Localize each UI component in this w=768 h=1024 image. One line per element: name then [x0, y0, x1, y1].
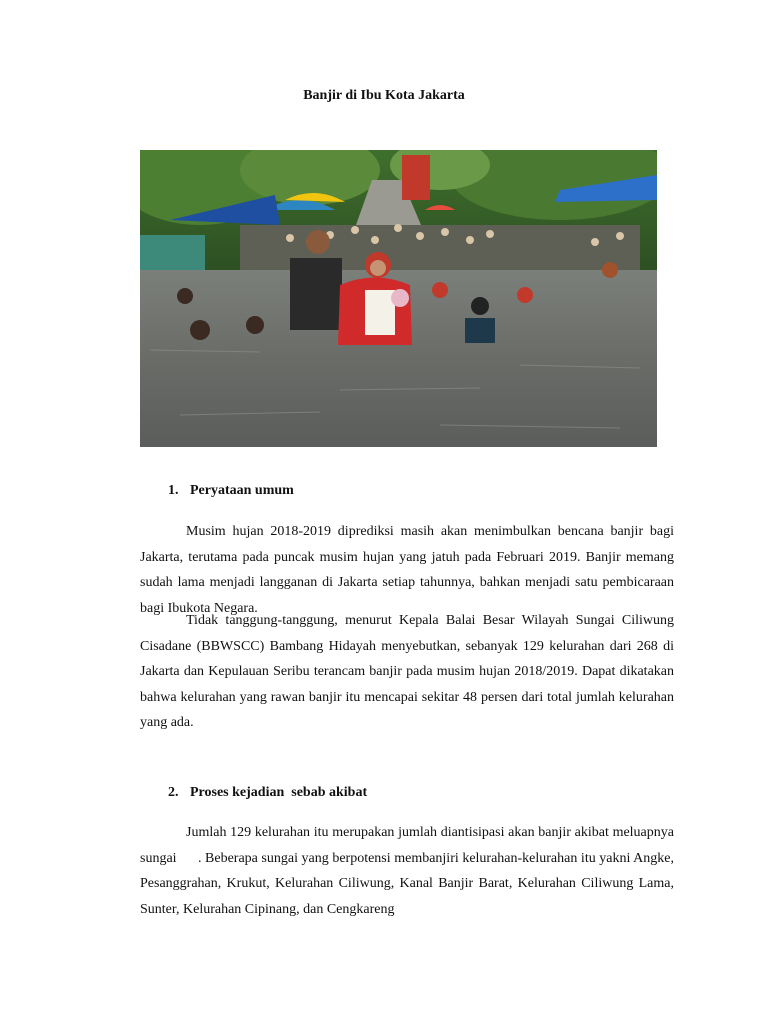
section-heading [168, 785, 367, 801]
section-heading [168, 483, 294, 499]
flood-photo [140, 150, 657, 447]
section-number: 1. [168, 483, 179, 498]
paragraph: Musim hujan 2018-2019 diprediksi masih akan menimbulkan bencana banjir bagi Jakarta, terutama pada puncak musim hujan yang jatuh pada Februari 2019. Banjir memang sudah lama menjadi langganan di Jakarta setiap tahunnya, bahkan menjadi satu pembicaraan bagi Ibukota Negara. [140, 524, 674, 616]
section-heading-text: Peryataan umum [190, 483, 294, 498]
document-title: Banjir di Ibu Kota Jakarta [303, 88, 465, 103]
paragraph: Jumlah 129 kelurahan itu merupakan jumlah diantisipasi akan banjir akibat meluapnya sungai . Beberapa sungai yang berpotensi membanjiri kelurahan-kelurahan itu yakni Angke, Pesanggrahan, Krukut, Kelurahan Ciliwung, Kanal Banjir Barat, Kelurahan Ciliwung Lama, Sunter, Kelurahan Cipinang, dan Cengkareng [140, 825, 678, 917]
section-number: 2. [168, 785, 179, 800]
section-heading-text: Proses kejadian sebab akibat [190, 785, 368, 800]
paragraph: Tidak tanggung-tanggung, menurut Kepala Balai Besar Wilayah Sungai Ciliwung Cisadane (BBWSCC) Bambang Hidayah menyebutkan, sebanyak 129 kelurahan dari 268 di Jakarta dan Kepulauan Seribu terancam banjir pada musim hujan 2018/2019. Dapat dikatakan bahwa kelurahan yang rawan banjir itu mencapai sekitar 48 persen dari total jumlah kelurahan yang ada. [140, 613, 674, 730]
